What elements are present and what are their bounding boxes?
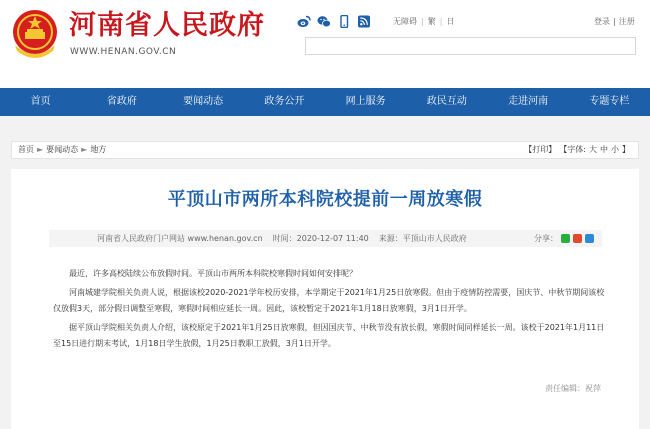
national-emblem-icon[interactable] (9, 7, 61, 61)
share-weibo-icon[interactable] (573, 234, 582, 243)
main-nav (0, 88, 650, 116)
nav-item-interaction[interactable]: 政民互动 (426, 96, 467, 107)
nav-item-news[interactable]: 要闻动态 (183, 96, 224, 107)
language-link[interactable]: 日 (446, 17, 455, 26)
site-domain: WWW.HENAN.GOV.CN (70, 47, 177, 57)
breadcrumb (18, 142, 106, 158)
social-links (297, 15, 371, 28)
breadcrumb-arrow-icon: ► (37, 145, 44, 154)
traditional-chinese-link[interactable]: 繁 (427, 17, 436, 26)
breadcrumb-home[interactable]: 首页 (18, 145, 34, 154)
page-tools (524, 142, 630, 158)
breadcrumb-section[interactable]: 要闻动态 (46, 145, 79, 154)
nav-item-about-henan[interactable]: 走进河南 (508, 96, 549, 107)
nav-item-home[interactable]: 首页 (30, 96, 51, 107)
rss-icon[interactable] (357, 15, 371, 28)
article-title: 平顶山市两所本科院校提前一周放寒假 (167, 189, 483, 210)
site-header (0, 0, 650, 88)
nav-item-special-topics[interactable]: 专题专栏 (589, 96, 630, 107)
nav-item-public-affairs[interactable]: 政务公开 (264, 96, 305, 107)
font-large-button[interactable]: 大 (589, 145, 597, 154)
font-small-button[interactable]: 小 (611, 145, 619, 154)
article-body (53, 266, 606, 352)
weibo-icon[interactable] (297, 15, 311, 28)
login-link[interactable]: 登录 (594, 17, 610, 26)
divider: | (613, 17, 616, 26)
share-qzone-icon[interactable] (585, 234, 594, 243)
site-title[interactable]: 河南省人民政府 (69, 10, 265, 41)
breadcrumb-arrow-icon: ► (81, 145, 88, 154)
register-link[interactable]: 注册 (618, 17, 635, 26)
site-tools (393, 16, 454, 28)
font-size-label: 【字体: (559, 145, 586, 154)
mobile-icon[interactable] (337, 15, 351, 28)
nav-item-government[interactable]: 省政府 (106, 96, 137, 107)
accessibility-link[interactable]: 无障碍 (393, 17, 417, 26)
article (11, 169, 639, 429)
responsible-editor: 责任编辑：祝萍 (545, 384, 601, 393)
article-source: 来源：平顶山市人民政府 (378, 234, 467, 243)
wechat-icon[interactable] (317, 15, 331, 28)
article-paragraph: 最近，许多高校陆续公布放假时间。平顶山市两所本科院校寒假时间如何安排呢？ (69, 269, 357, 278)
nav-item-online-services[interactable]: 网上服务 (345, 96, 386, 107)
share-bar (534, 230, 594, 247)
breadcrumb-current[interactable]: 地方 (90, 145, 107, 154)
search-box (305, 37, 636, 55)
article-meta (49, 230, 602, 247)
print-button[interactable]: 【打印】 (524, 145, 557, 154)
font-size-close: 】 (622, 145, 630, 154)
auth-links (594, 16, 635, 28)
source-site: 河南省人民政府门户网站 www.henan.gov.cn (97, 234, 263, 243)
search-input[interactable] (306, 43, 635, 59)
font-medium-button[interactable]: 中 (600, 145, 608, 154)
article-paragraph: 据平顶山学院相关负责人介绍，该校原定于2021年1月25日放寒假，但因国庆节、中秋节没有放长假，寒假时间同样延长一周。该校于2021年1月11日至15日进行期末考试，1月18日学生放假，1月25日教职工放假，3月1日开学。 (53, 323, 605, 348)
share-label: 分享： (534, 234, 558, 243)
divider: | (421, 17, 424, 26)
divider: | (439, 17, 443, 26)
share-wechat-icon[interactable] (561, 234, 570, 243)
article-paragraph: 河南城建学院相关负责人说，根据该校2020-2021学年校历安排，本学期定于2021年1月25日放寒假。但由于疫情防控需要，国庆节、中秋节期间该校仅放假3天，部分假日调整至寒假，寒假时间相应延长一周。因此，该校暂定于2021年1月18日放寒假，3月1日开学。 (53, 288, 605, 313)
publish-time: 时间：2020-12-07 11:40 (272, 234, 369, 243)
breadcrumb-bar (11, 141, 639, 159)
